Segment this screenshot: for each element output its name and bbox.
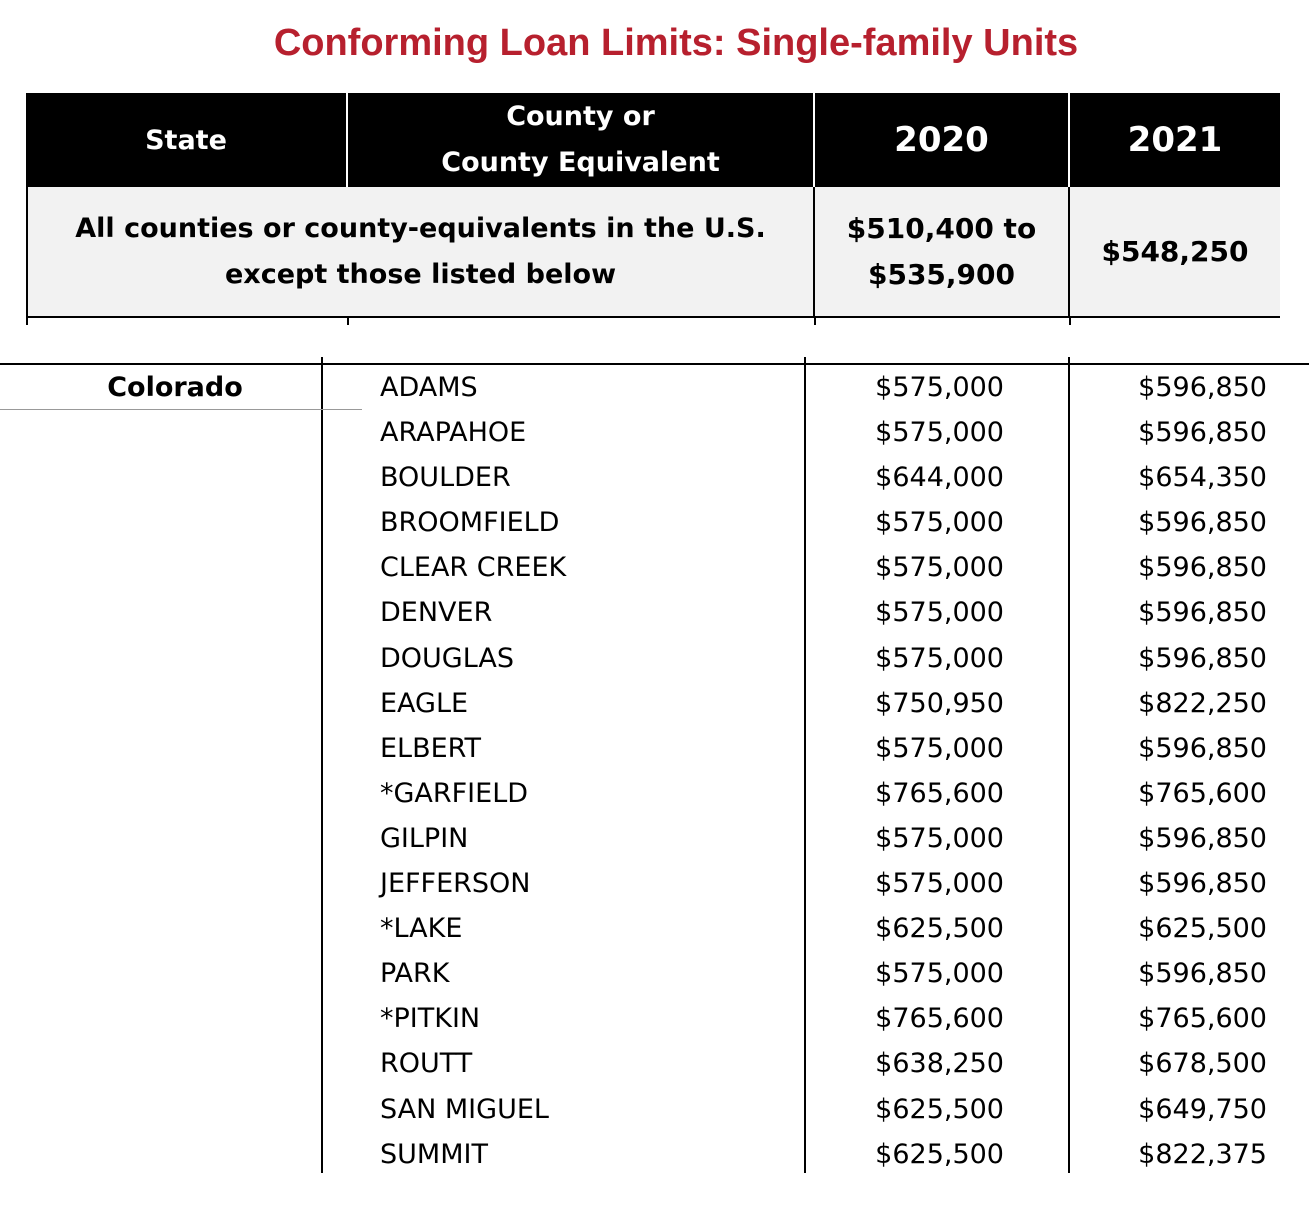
limit-2020: $765,600	[875, 777, 1004, 809]
divider	[1069, 318, 1071, 325]
county-name: GILPIN	[380, 822, 469, 854]
table-row	[0, 1135, 1309, 1180]
table-row	[0, 458, 1309, 503]
limit-2021: $596,850	[1138, 372, 1267, 403]
table-row	[0, 864, 1309, 909]
all-counties-2020	[815, 187, 1070, 318]
county-name: *LAKE	[380, 913, 463, 945]
table-row	[0, 413, 1309, 458]
divider	[814, 318, 816, 325]
county-name: DENVER	[380, 597, 493, 629]
table-row	[0, 729, 1309, 774]
table-row	[0, 999, 1309, 1044]
limit-2020: $575,000	[875, 417, 1004, 449]
header-state-label: State	[145, 124, 227, 156]
header-county	[348, 93, 815, 187]
limit-2021: $678,500	[1138, 1048, 1267, 1080]
county-name: EAGLE	[380, 687, 469, 719]
table-row	[0, 774, 1309, 819]
county-name: CLEAR CREEK	[380, 552, 567, 584]
all-2021-value: $548,250	[1101, 235, 1249, 268]
limit-2020: $765,600	[875, 1003, 1004, 1035]
table-row	[0, 1090, 1309, 1135]
limit-2021: $822,375	[1138, 1138, 1267, 1170]
limit-2020: $575,000	[875, 597, 1004, 629]
limit-2021: $596,850	[1138, 958, 1267, 990]
state-name: Colorado	[107, 372, 243, 403]
county-name: DOUGLAS	[380, 642, 514, 674]
table-row	[0, 503, 1309, 548]
county-name: BROOMFIELD	[380, 507, 560, 539]
header-county-line2: County Equivalent	[441, 147, 720, 178]
county-name: ELBERT	[380, 732, 481, 764]
divider	[347, 318, 349, 325]
all-2020-line2: $535,900	[867, 257, 1015, 291]
limit-2020: $625,500	[875, 1093, 1004, 1125]
limit-2020: $638,250	[875, 1048, 1004, 1080]
header-state	[26, 93, 348, 187]
limit-2020: $575,000	[875, 552, 1004, 584]
limit-2021: $596,850	[1138, 507, 1267, 539]
limit-2021: $765,600	[1138, 1003, 1267, 1035]
county-list	[0, 368, 1309, 1180]
limit-2020: $575,000	[875, 507, 1004, 539]
header-year-2020	[815, 93, 1070, 187]
limit-2020: $750,950	[875, 687, 1004, 719]
limit-2020: $575,000	[875, 732, 1004, 764]
all-counties-line2: except those listed below	[224, 258, 617, 290]
limit-2021: $596,850	[1138, 597, 1267, 629]
table-row	[0, 909, 1309, 954]
table-top-border	[0, 363, 1309, 365]
limit-2021: $596,850	[1138, 868, 1267, 900]
county-name: ROUTT	[380, 1048, 473, 1080]
limit-2020: $575,000	[875, 642, 1004, 674]
table-row	[0, 368, 1309, 413]
limit-2020: $575,000	[875, 868, 1004, 900]
table-row	[0, 819, 1309, 864]
all-2020-line1: $510,400 to	[846, 211, 1037, 245]
divider	[26, 318, 28, 325]
limit-2021: $596,850	[1138, 642, 1267, 674]
county-name: BOULDER	[380, 462, 511, 494]
limit-2020: $575,000	[875, 372, 1004, 403]
limit-2020: $575,000	[875, 958, 1004, 990]
limit-2021: $596,850	[1138, 417, 1267, 449]
table-row	[0, 593, 1309, 638]
all-counties-description	[26, 187, 815, 318]
county-name: ADAMS	[380, 372, 478, 403]
county-name: SUMMIT	[380, 1138, 488, 1170]
limit-2020: $575,000	[875, 822, 1004, 854]
limit-2021: $596,850	[1138, 732, 1267, 764]
limit-2021: $654,350	[1138, 462, 1267, 494]
table-row	[0, 684, 1309, 729]
county-name: ARAPAHOE	[380, 417, 527, 449]
header-county-line1: County or	[506, 101, 655, 132]
table-row	[0, 548, 1309, 593]
limit-2021: $649,750	[1138, 1093, 1267, 1125]
table-row	[0, 1044, 1309, 1089]
limit-2021: $596,850	[1138, 552, 1267, 584]
header-year2-label: 2021	[1127, 120, 1223, 160]
table-row	[0, 639, 1309, 684]
page-title: Conforming Loan Limits: Single-family Units	[273, 22, 1079, 64]
header-year-2021	[1070, 93, 1280, 187]
limit-2020: $625,500	[875, 1138, 1004, 1170]
limit-2021: $625,500	[1138, 913, 1267, 945]
limit-2021: $822,250	[1138, 687, 1267, 719]
all-counties-line1: All counties or county-equivalents in the U.S.	[75, 212, 766, 244]
header-year1-label: 2020	[894, 120, 989, 160]
limit-2020: $644,000	[875, 462, 1004, 494]
county-name: PARK	[380, 958, 450, 990]
limit-2020: $625,500	[875, 913, 1004, 945]
table-row	[0, 954, 1309, 999]
county-name: *PITKIN	[380, 1003, 481, 1035]
county-name: *GARFIELD	[380, 777, 529, 809]
all-counties-2021	[1070, 187, 1280, 318]
county-name: JEFFERSON	[380, 868, 531, 900]
limit-2021: $596,850	[1138, 822, 1267, 854]
limit-2021: $765,600	[1138, 777, 1267, 809]
county-name: SAN MIGUEL	[380, 1093, 549, 1125]
